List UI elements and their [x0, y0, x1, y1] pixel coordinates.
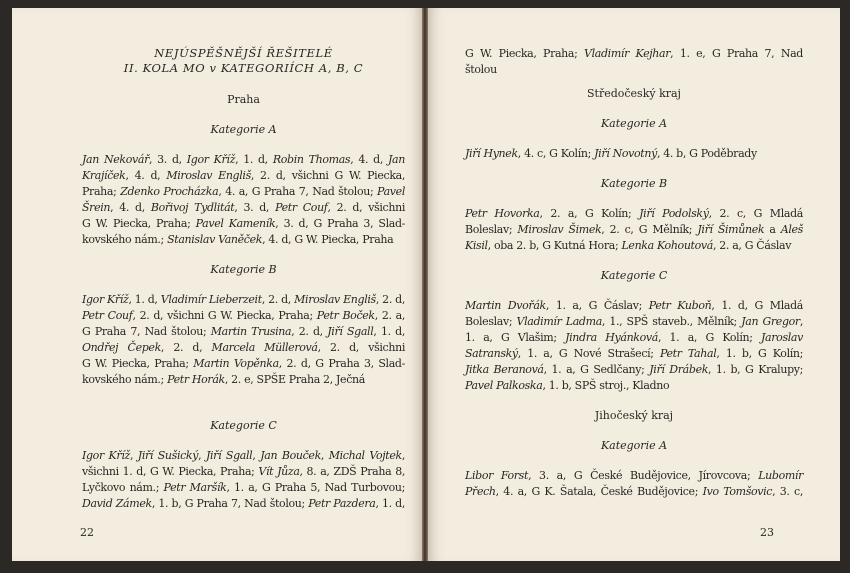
text-line — [82, 324, 405, 340]
solver-name: Petr Hovorka — [465, 207, 540, 220]
detail-text: , — [401, 449, 406, 462]
detail-text: , — [799, 315, 803, 328]
detail-text: , 1. d, — [375, 497, 405, 510]
category-heading-a-jihocesky: Kategorie A — [600, 439, 668, 452]
continued-list — [465, 46, 803, 78]
detail-text: , 2. a, G Čáslav — [712, 239, 792, 252]
solver-name: Igor Kříž — [82, 293, 129, 306]
text-line — [82, 200, 405, 216]
category-heading-c: Kategorie C — [600, 269, 668, 282]
solver-name: Pavel — [377, 185, 405, 198]
text-line — [465, 206, 803, 222]
left-page — [12, 8, 422, 561]
detail-text: , 2. d, všichni G W. Piecka, — [250, 169, 405, 182]
detail-text: , 2. a, G Kolín; — [539, 207, 640, 220]
solver-name: Jiří Šimůnek — [697, 223, 765, 236]
detail-text: štolou — [465, 63, 497, 76]
solver-name: Martin Trusina — [210, 325, 292, 338]
text-line — [465, 346, 803, 362]
detail-text: G W. Piecka, Praha; — [82, 357, 194, 370]
solver-name: Jan Gregor — [741, 315, 800, 328]
detail-text: , 4. d, — [125, 169, 167, 182]
solver-name: Igor Kříž — [186, 153, 236, 166]
text-line — [465, 468, 803, 484]
solver-name: Jiří Podolský — [639, 207, 709, 220]
solver-name: Petr Boček — [316, 309, 375, 322]
detail-text: , 1. b, SPŠ stroj., Kladno — [542, 379, 670, 392]
text-line — [82, 496, 405, 512]
detail-text: G Praha 7, Nad štolou; — [82, 325, 211, 338]
detail-text: , 4. d, — [350, 153, 388, 166]
detail-text: , 8. a, ZDŠ Praha 8, — [299, 465, 405, 478]
solver-name: Satranský — [465, 347, 518, 360]
category-heading-b: Kategorie B — [600, 177, 668, 190]
page-title-line-2: II. KOLA MO v KATEGORIÍCH A, B, C — [123, 61, 364, 75]
detail-text: , 1. b, G Kolín; — [716, 347, 803, 360]
detail-text: , 2. a, — [374, 309, 405, 322]
category-a-jihocesky-list — [465, 468, 803, 500]
detail-text: , 1. a, G Sedlčany; — [543, 363, 650, 376]
solver-name: Pavel Palkoska — [465, 379, 543, 392]
left-page-content — [82, 46, 405, 512]
detail-text: , 3. a, G České Budějovice, Jírovcova; — [528, 469, 759, 482]
detail-text: , 2. e, SPŠE Praha 2, Ječná — [224, 373, 365, 386]
solver-name: Jaroslav — [761, 331, 803, 344]
detail-text: , 1. a, G Čáslav; — [545, 299, 649, 312]
text-line — [82, 216, 405, 232]
text-line — [82, 232, 405, 248]
right-page-content — [465, 46, 803, 500]
solver-name: Jiří Sušický — [137, 449, 199, 462]
solver-name: Jitka Beranová — [465, 363, 544, 376]
text-line — [465, 362, 803, 378]
solver-name: Ondřej Čepek — [82, 341, 161, 354]
solver-name: Jiří Novotný — [594, 147, 657, 160]
solver-name: Šrein — [82, 201, 111, 214]
detail-text: , 1. b, G Praha 7, Nad štolou; — [151, 497, 309, 510]
detail-text: , 1. a, G Praha 5, Nad Turbovou; — [226, 481, 405, 494]
detail-text: , 4. a, G Praha 7, Nad štolou; — [218, 185, 378, 198]
detail-text: G W. Piecka, Praha; — [82, 217, 196, 230]
detail-text: , 4. d, — [110, 201, 151, 214]
solver-name: Jan Nekovář — [82, 153, 150, 166]
detail-text: , 3. d, G Praha 3, Slad- — [275, 217, 406, 230]
detail-text: , oba 2. b, G Kutná Hora; — [487, 239, 622, 252]
solver-name: Miroslav Engliš — [294, 293, 376, 306]
detail-text: , — [198, 449, 206, 462]
text-line — [465, 314, 803, 330]
solver-name: Vladimír Ladma — [516, 315, 602, 328]
detail-text: , — [252, 449, 261, 462]
solver-name: Lenka Kohoutová — [621, 239, 713, 252]
detail-text: kovského nám.; — [82, 233, 168, 246]
detail-text: , 4. a, G K. Šatala, České Budějovice; — [495, 485, 703, 498]
solver-name: Petr Maršík — [163, 481, 227, 494]
solver-name: Petr Couf — [275, 201, 328, 214]
category-a-list — [465, 146, 803, 162]
detail-text: , 3. d, — [149, 153, 187, 166]
solver-name: Bořivoj Tydlitát — [150, 201, 235, 214]
detail-text: , 2. d, všichni — [317, 341, 405, 354]
detail-text: , 1., SPŠ staveb., Mělník; — [601, 315, 742, 328]
category-heading-a: Kategorie A — [210, 123, 277, 136]
detail-text: , 3. d, — [234, 201, 276, 214]
text-line — [82, 356, 405, 372]
solver-name: Jiří Hynek — [465, 147, 518, 160]
solver-name: Jiří Sgall — [327, 325, 374, 338]
detail-text: G W. Piecka, Praha; — [465, 47, 584, 60]
solver-name: Pavel Kameník — [195, 217, 276, 230]
solver-name: Jan Bouček — [260, 449, 321, 462]
detail-text: Boleslav; — [465, 223, 518, 236]
solver-name: Jiří Sgall — [205, 449, 253, 462]
text-line — [82, 448, 405, 464]
detail-text: Lyčkovo nám.; — [82, 481, 164, 494]
detail-text: , — [320, 449, 329, 462]
solver-name: Jan — [388, 153, 406, 166]
solver-name: Stanislav Vaněček — [167, 233, 263, 246]
detail-text: , 2. d, všichni G W. Piecka, Praha; — [132, 309, 317, 322]
solver-name: Přech — [465, 485, 496, 498]
text-line — [82, 308, 405, 324]
text-line — [82, 184, 405, 200]
text-line — [82, 480, 405, 496]
solver-name: Petr Pazdera — [308, 497, 376, 510]
detail-text: , 3. c, — [772, 485, 803, 498]
region-heading-praha: Praha — [227, 93, 260, 106]
solver-name: David Zámek — [82, 497, 152, 510]
solver-name: Michal Vojtek — [328, 449, 402, 462]
solver-name: Marcela Müllerová — [211, 341, 318, 354]
category-heading-a: Kategorie A — [600, 117, 668, 130]
text-line — [82, 464, 405, 480]
text-line — [82, 168, 405, 184]
detail-text: , 1. a, G Kolín; — [657, 331, 761, 344]
solver-name: Miroslav Šimek — [517, 223, 602, 236]
text-line — [465, 146, 803, 162]
page-title-line-1: NEJÚSPĚŠNĚJŠÍ ŘEŠITELÉ — [154, 46, 333, 60]
text-line — [465, 330, 803, 346]
solver-name: Igor Kříž — [82, 449, 130, 462]
solver-name: Vladimír Lieberzeit — [160, 293, 262, 306]
detail-text: , 1. d, — [235, 153, 273, 166]
detail-text: , 1. d, — [373, 325, 405, 338]
solver-name: Libor Forst — [465, 469, 529, 482]
detail-text: všichni 1. d, G W. Piecka, Praha; — [82, 465, 259, 478]
region-heading-stredocesky: Středočeský kraj — [587, 87, 681, 100]
detail-text: , 1. a, G Nové Strašecí; — [517, 347, 660, 360]
detail-text: 1. a, G Vlašim; — [465, 331, 566, 344]
detail-text: , 2. c, G Mladá — [708, 207, 803, 220]
solver-name: Kisil — [465, 239, 488, 252]
category-c-list — [82, 448, 405, 512]
text-line — [465, 62, 803, 78]
page-number: 22 — [80, 526, 94, 539]
category-b-list — [82, 292, 405, 388]
detail-text: , 2. d, — [261, 293, 295, 306]
solver-name: Aleš — [780, 223, 803, 236]
detail-text: , 1. d, G Mladá — [711, 299, 803, 312]
text-line — [82, 152, 405, 168]
detail-text: , 4. c, G Kolín; — [517, 147, 595, 160]
detail-text: , — [129, 449, 138, 462]
solver-name: Vladimír Kejhar — [584, 47, 671, 60]
solver-name: Petr Couf — [82, 309, 133, 322]
category-heading-c: Kategorie C — [210, 419, 277, 432]
solver-name: Jiří Drábek — [649, 363, 709, 376]
category-a-list — [82, 152, 405, 248]
solver-name: Jindra Hyánková — [565, 331, 658, 344]
text-line — [82, 340, 405, 356]
solver-name: Petr Horák — [167, 373, 225, 386]
solver-name: Petr Kuboň — [648, 299, 712, 312]
text-line — [82, 372, 405, 388]
solver-name: Krajíček — [82, 169, 126, 182]
detail-text: , 2. d, — [160, 341, 212, 354]
detail-text: a — [764, 223, 781, 236]
region-heading-jihocesky: Jihočeský kraj — [594, 409, 674, 422]
detail-text: kovského nám.; — [82, 373, 168, 386]
solver-name: Lubomír — [758, 469, 804, 482]
detail-text: , 2. d, — [375, 293, 405, 306]
solver-name: Miroslav Engliš — [166, 169, 251, 182]
solver-name: Zdenko Procházka — [120, 185, 219, 198]
solver-name: Martin Dvořák — [465, 299, 546, 312]
solver-name: Robin Thomas — [272, 153, 351, 166]
right-page — [428, 8, 840, 561]
category-heading-b: Kategorie B — [210, 263, 277, 276]
category-c-list — [465, 298, 803, 394]
solver-name: Ivo Tomšovic — [702, 485, 773, 498]
text-line — [465, 46, 803, 62]
detail-text: , 4. d, G W. Piecka, Praha — [262, 233, 394, 246]
text-line — [465, 378, 803, 394]
text-line — [465, 484, 803, 500]
detail-text: , 1. b, G Kralupy; — [708, 363, 803, 376]
detail-text: Praha; — [82, 185, 121, 198]
text-line — [465, 298, 803, 314]
detail-text: , 1. e, G Praha 7, Nad — [670, 47, 804, 60]
detail-text: Boleslav; — [465, 315, 517, 328]
solver-name: Vít Jůza — [258, 465, 300, 478]
solver-name: Petr Tahal — [659, 347, 717, 360]
detail-text: , 1. d, — [128, 293, 161, 306]
text-line — [465, 222, 803, 238]
solver-name: Martin Vopěnka — [193, 357, 279, 370]
page-number: 23 — [760, 526, 774, 539]
text-line — [465, 238, 803, 254]
detail-text: , 2. d, — [291, 325, 328, 338]
category-b-list — [465, 206, 803, 254]
detail-text: , 2. d, G Praha 3, Slad- — [278, 357, 405, 370]
detail-text: , 4. b, G Poděbrady — [656, 147, 757, 160]
detail-text: , 2. c, G Mělník; — [601, 223, 698, 236]
detail-text: , 2. d, všichni — [327, 201, 405, 214]
text-line — [82, 292, 405, 308]
